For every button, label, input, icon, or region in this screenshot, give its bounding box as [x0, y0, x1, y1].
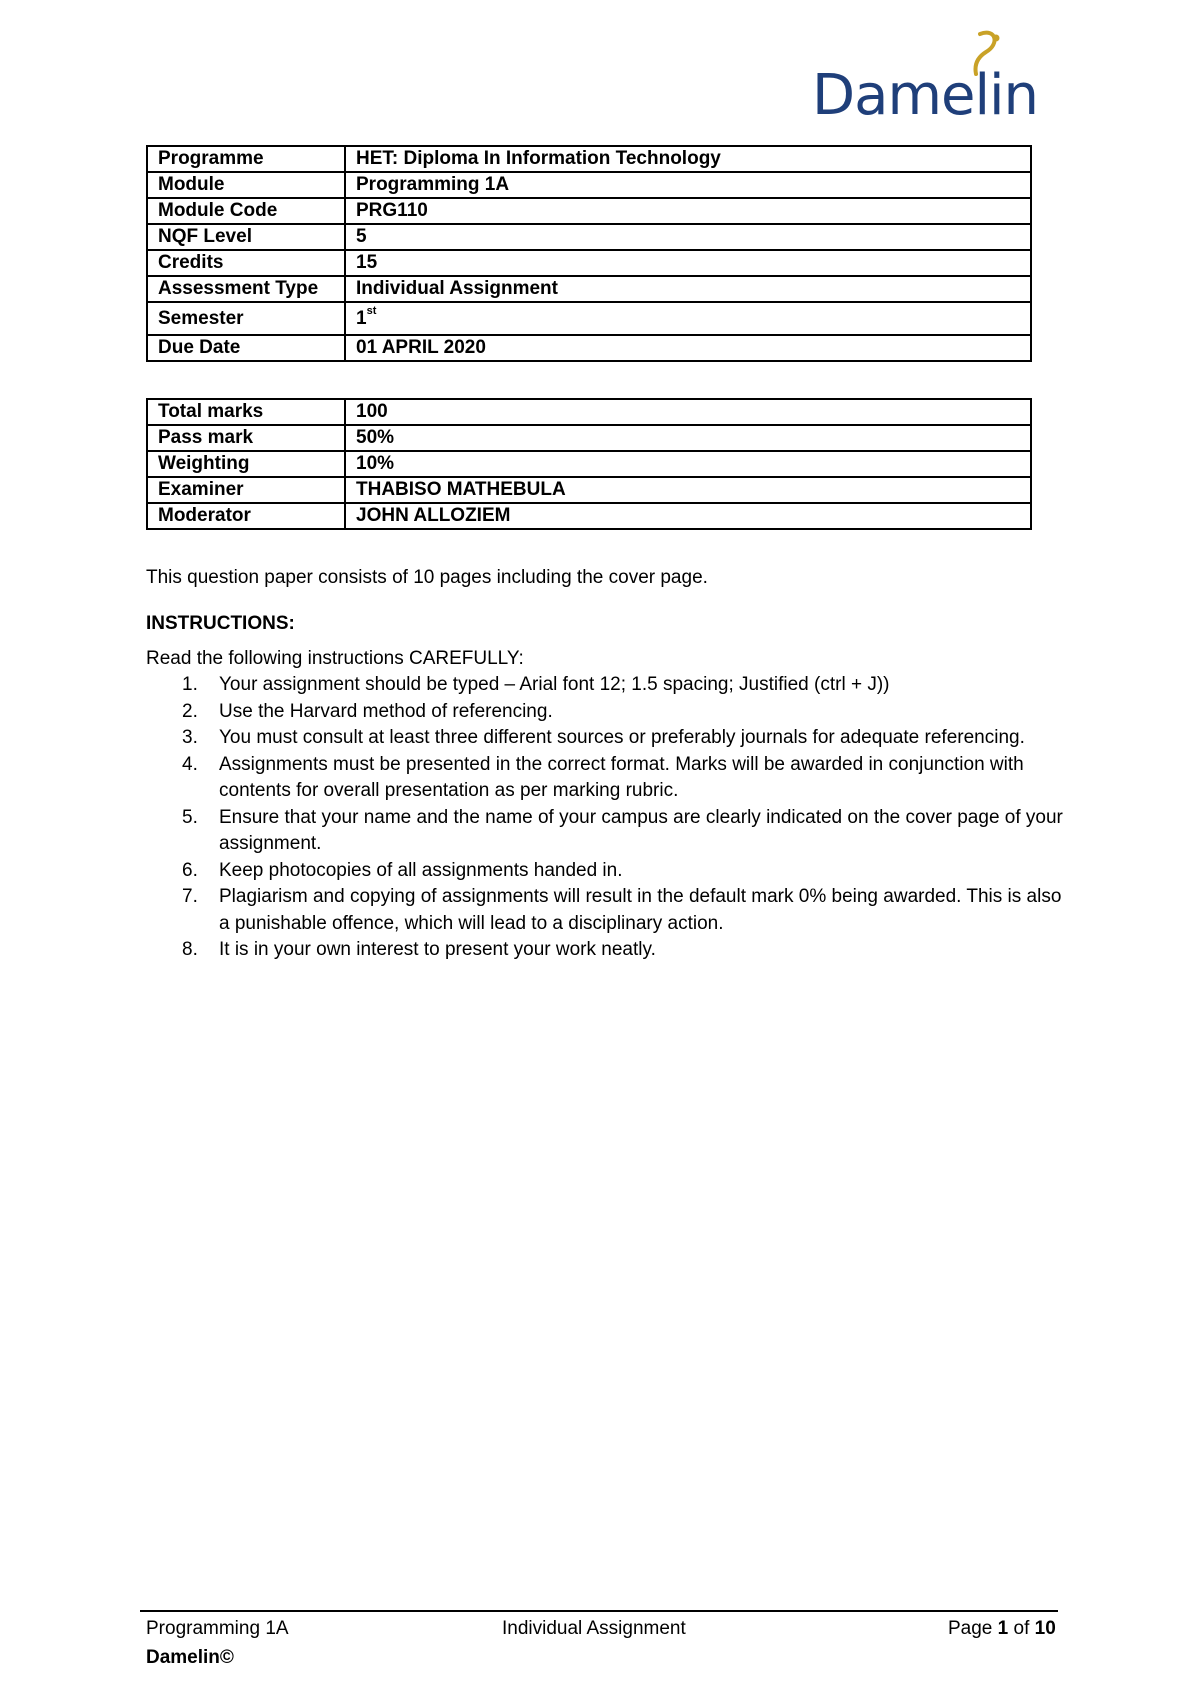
page-of: of — [1013, 1618, 1030, 1639]
table-row — [147, 302, 1031, 335]
row-value: 50% — [345, 425, 1031, 451]
list-item — [146, 858, 1066, 885]
row-value: HET: Diploma In Information Technology — [345, 146, 1031, 172]
footer-module: Programming 1A — [146, 1618, 289, 1639]
row-label: Weighting — [147, 451, 345, 477]
table-row — [147, 224, 1031, 250]
row-label: Module Code — [147, 198, 345, 224]
item-number: 8. — [182, 939, 198, 960]
row-value: 100 — [345, 399, 1031, 425]
list-item — [146, 937, 1066, 964]
instructions-intro: Read the following instructions CAREFULLY: — [146, 648, 524, 669]
row-value: Programming 1A — [345, 172, 1031, 198]
table-row — [147, 425, 1031, 451]
item-text: Ensure that your name and the name of your campus are clearly indicated on the cover page of your assignment. — [219, 806, 1063, 854]
table-row — [147, 276, 1031, 302]
damelin-logo — [812, 30, 1039, 130]
item-text: Use the Harvard method of referencing. — [219, 700, 553, 722]
semester-ordinal: st — [366, 305, 377, 318]
list-item — [146, 699, 1066, 726]
row-label: Pass mark — [147, 425, 345, 451]
row-label: Module — [147, 172, 345, 198]
item-number: 4. — [182, 753, 198, 775]
semester-number: 1 — [356, 307, 367, 329]
instructions-list — [146, 672, 1066, 964]
row-label: NQF Level — [147, 224, 345, 250]
marks-table — [146, 398, 1032, 530]
row-value: JOHN ALLOZIEM — [345, 503, 1031, 529]
item-number: 2. — [182, 700, 198, 722]
list-item — [146, 725, 1066, 752]
table-row — [147, 146, 1031, 172]
item-text: Your assignment should be typed – Arial font 12; 1.5 spacing; Justified (ctrl + J)) — [219, 674, 890, 695]
row-value: THABISO MATHEBULA — [345, 477, 1031, 503]
row-label: Semester — [147, 302, 345, 335]
item-number: 3. — [182, 727, 198, 748]
footer-brand: Damelin© — [146, 1647, 234, 1668]
item-text: Plagiarism and copying of assignments will result in the default mark 0% being awarded. This is also a punishable offence, which will lead to a disciplinary action. — [219, 886, 1062, 934]
item-number: 1. — [182, 674, 198, 695]
row-label: Total marks — [147, 399, 345, 425]
item-text: It is in your own interest to present your work neatly. — [219, 939, 656, 960]
logo-text: Damelin — [812, 63, 1039, 128]
row-value: PRG110 — [345, 198, 1031, 224]
table-row — [147, 335, 1031, 361]
row-label: Credits — [147, 250, 345, 276]
footer-page-number — [948, 1618, 1056, 1640]
row-label: Moderator — [147, 503, 345, 529]
row-value — [345, 302, 1031, 335]
page-prefix: Page — [948, 1618, 993, 1639]
row-label: Programme — [147, 146, 345, 172]
footer-divider — [140, 1610, 1058, 1612]
table-row — [147, 477, 1031, 503]
list-item — [146, 884, 1066, 937]
footer-assessment: Individual Assignment — [502, 1618, 686, 1639]
list-item — [146, 805, 1066, 858]
item-number: 6. — [182, 859, 198, 881]
table-row — [147, 399, 1031, 425]
page-current: 1 — [997, 1618, 1009, 1639]
instructions-heading: INSTRUCTIONS: — [146, 613, 295, 634]
item-text: You must consult at least three different sources or preferably journals for adequate referencing. — [219, 727, 1025, 748]
row-label: Assessment Type — [147, 276, 345, 302]
table-row — [147, 172, 1031, 198]
row-value: Individual Assignment — [345, 276, 1031, 302]
row-value: 10% — [345, 451, 1031, 477]
item-number: 5. — [182, 806, 198, 828]
row-label: Due Date — [147, 335, 345, 361]
row-value: 15 — [345, 250, 1031, 276]
list-item — [146, 672, 1066, 699]
table-row — [147, 250, 1031, 276]
item-text: Assignments must be presented in the correct format. Marks will be awarded in conjunction with contents for overall presentation as per marking rubric. — [219, 753, 1024, 801]
row-label: Examiner — [147, 477, 345, 503]
item-number: 7. — [182, 886, 198, 907]
item-text: Keep photocopies of all assignments handed in. — [219, 859, 623, 881]
table-row — [147, 503, 1031, 529]
list-item — [146, 752, 1066, 805]
page-count-note: This question paper consists of 10 pages including the cover page. — [146, 567, 708, 588]
row-value: 01 APRIL 2020 — [345, 335, 1031, 361]
row-value: 5 — [345, 224, 1031, 250]
page-total: 10 — [1034, 1618, 1056, 1639]
module-details-table — [146, 145, 1032, 362]
table-row — [147, 198, 1031, 224]
table-row — [147, 451, 1031, 477]
